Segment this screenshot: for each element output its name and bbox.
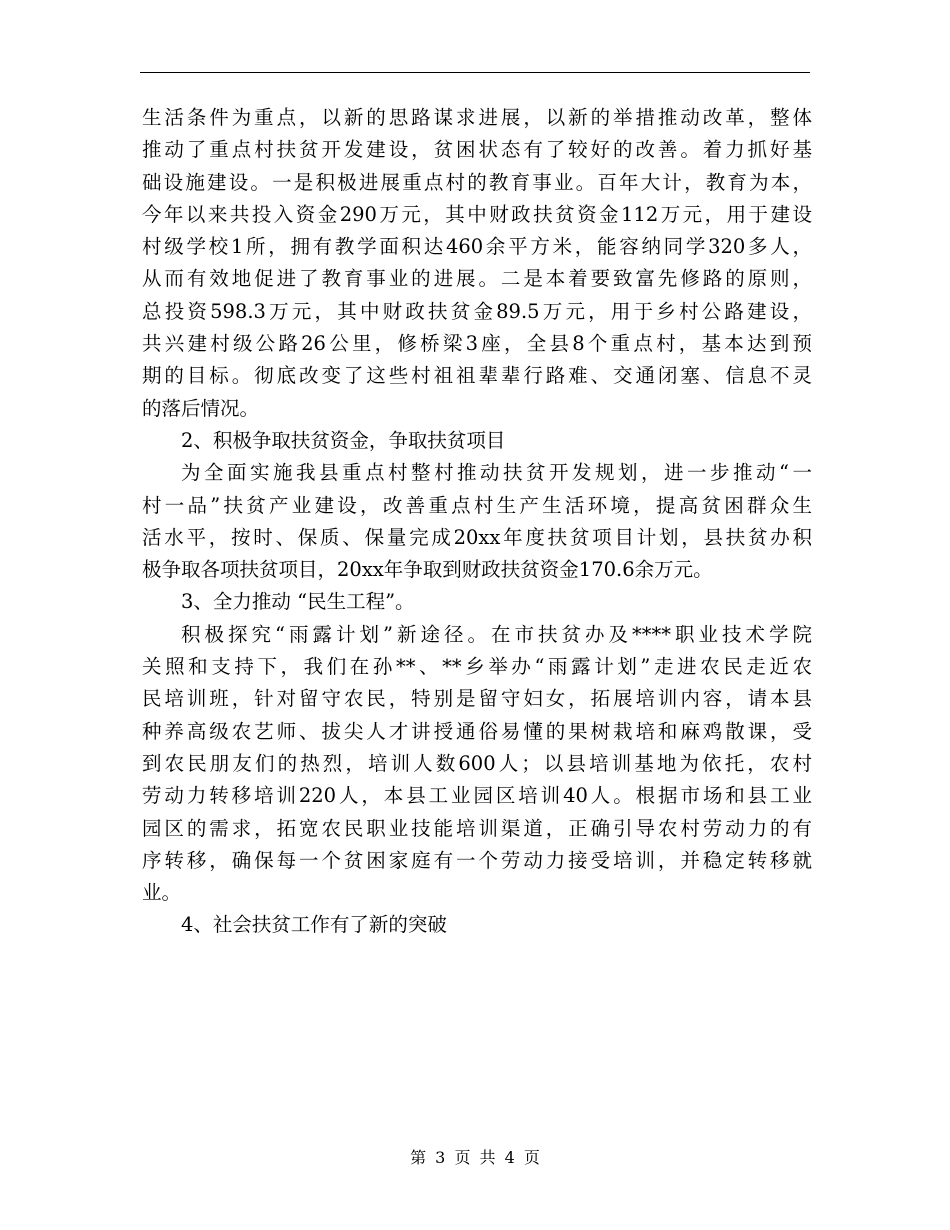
- text-line: 种养高级农艺师、拔尖人才讲授通俗易懂的果树栽培和麻鸡散课，受: [142, 719, 812, 743]
- text-line: 积极探究“雨露计划”新途径。在市扶贫办及****职业技术学院: [181, 622, 812, 646]
- text-line: 活水平，按时、保质、保量完成20xx年度扶贫项目计划，县扶贫办积: [142, 525, 812, 549]
- paragraph-funding: [142, 457, 812, 586]
- text-line: 劳动力转移培训220人，本县工业园区培训40人。根据市场和县工业: [142, 784, 812, 808]
- text-line: 村一品”扶贫产业建设，改善重点村生产生活环境，提高贫困群众生: [142, 493, 812, 517]
- text-line: 础设施建设。一是积极进展重点村的教育事业。百年大计，教育为本，: [142, 170, 812, 194]
- text-line: 总投资598.3万元，其中财政扶贫金89.5万元，用于乡村公路建设，: [142, 299, 812, 323]
- text-line: 为全面实施我县重点村整村推动扶贫开发规划，进一步推动“一: [181, 461, 812, 485]
- page-body: [142, 102, 812, 942]
- text-line: 业。: [142, 881, 182, 905]
- text-line: 今年以来共投入资金290万元，其中财政扶贫资金112万元，用于建设: [142, 202, 812, 226]
- text-line: 推动了重点村扶贫开发建设，贫困状态有了较好的改善。着力抓好基: [142, 138, 812, 162]
- section-heading-2: 2、积极争取扶贫资金，争取扶贫项目: [181, 428, 506, 452]
- text-line: 期的目标。彻底改变了这些村祖祖辈辈行路难、交通闭塞、信息不灵: [142, 364, 812, 388]
- text-line: 关照和支持下，我们在孙**、**乡举办“雨露计划”走进农民走近农: [142, 655, 812, 679]
- text-line: 生活条件为重点，以新的思路谋求进展，以新的举措推动改革，整体: [142, 106, 812, 129]
- text-line: 民培训班，针对留守农民，特别是留守妇女，拓展培训内容，请本县: [142, 687, 812, 711]
- text-line: 村级学校1所，拥有教学面积达460余平方米，能容纳同学320多人，: [142, 235, 812, 259]
- text-line: 共兴建村级公路26公里，修桥梁3座，全县8个重点村，基本达到预: [142, 332, 812, 356]
- section-heading-4: 4、社会扶贫工作有了新的突破: [181, 913, 447, 937]
- paragraph-training: [142, 619, 812, 910]
- text-line: 园区的需求，拓宽农民职业技能培训渠道，正确引导农村劳动力的有: [142, 816, 812, 840]
- paragraph-infrastructure: [142, 102, 812, 425]
- text-line: 的落后情况。: [142, 396, 260, 420]
- section-heading-3: 3、全力推动 “民生工程”。: [181, 590, 415, 614]
- page-number: 第 3 页 共 4 页: [410, 1148, 540, 1167]
- text-line: 序转移，确保每一个贫困家庭有一个劳动力接受培训，并稳定转移就: [142, 848, 812, 872]
- text-line: 从而有效地促进了教育事业的进展。二是本着要致富先修路的原则，: [142, 267, 812, 291]
- text-line: 极争取各项扶贫项目，20xx年争取到财政扶贫资金170.6余万元。: [142, 558, 713, 582]
- header-rule: [140, 72, 810, 73]
- text-line: 到农民朋友们的热烈，培训人数600人；以县培训基地为依托，农村: [142, 751, 812, 775]
